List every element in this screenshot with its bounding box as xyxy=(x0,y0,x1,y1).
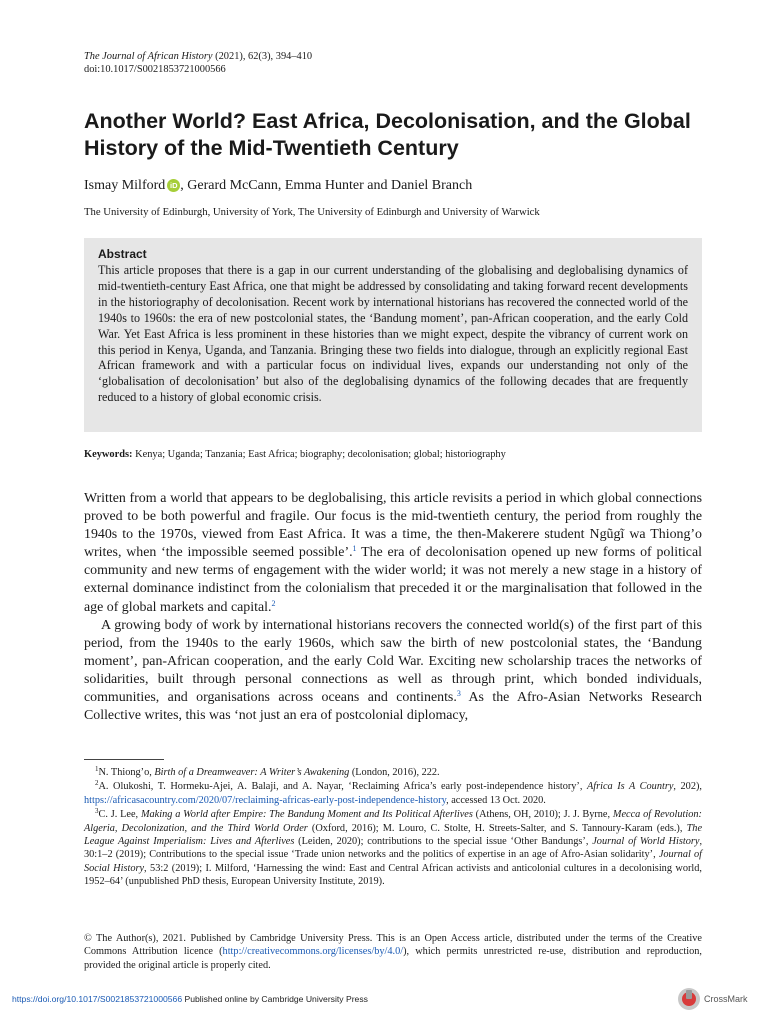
abstract-box xyxy=(84,238,702,432)
footnote-ref-3[interactable]: 3 xyxy=(456,689,461,699)
footnote-3 xyxy=(84,808,702,888)
footnote-number: 1 xyxy=(95,765,99,773)
journal-header xyxy=(84,50,312,76)
affiliation: The University of Edinburgh, University of York, The University of Edinburgh and University of Warwick xyxy=(84,206,540,218)
body-text-run: The era of decolonisation opened up new forms of political community and new terms of engagement with the wider world; it was not merely a new stage in a history of external dominance indistinct from the colonialism that preceded it or the marginalisation that followed in the age of global markets and capital. xyxy=(84,545,702,615)
copyright-text: © The Author(s), 2021. Published by Cambridge University Press. This is an Open Access article, distributed under the terms of the Creative Commons Attribution licence ( xyxy=(84,933,702,958)
abstract-heading: Abstract xyxy=(98,247,147,261)
crossmark-icon[interactable] xyxy=(678,988,700,1010)
footnote-text: , 202), xyxy=(673,781,702,793)
journal-doi: doi:10.1017/S0021853721000566 xyxy=(84,64,226,75)
footnote-title: The League Against Imperialism: Lives and Afterlives xyxy=(84,822,703,848)
co-authors: , Gerard McCann, Emma Hunter and Daniel Branch xyxy=(180,178,473,193)
footnote-text: (Oxford, 2016); M. Louro, C. Stolte, H. Streets-Salter, and S. Tannoury-Karam (eds.), xyxy=(307,822,687,834)
footnote-title: Birth of a Dreamweaver: A Writer’s Awakening xyxy=(154,767,350,778)
footnote-ref-2[interactable]: 2 xyxy=(271,598,276,608)
journal-citation xyxy=(84,50,312,63)
copyright-notice xyxy=(84,932,702,972)
footnote-title: Journal of Social History xyxy=(84,849,702,874)
footnote-2 xyxy=(84,780,702,807)
copyright-text: ), which permits unrestricted re-use, distribution and reproduction, provided the original article is properly cited. xyxy=(84,946,702,971)
footnote-text: , 53:2 (2019); I. Milford, ‘Harnessing the wind: East and Central African activists and anticolonial cultures in a decolonising world, 1952–64’ (unpublished PhD thesis, European University Institute, 2019). xyxy=(84,862,702,888)
keywords-list: Kenya; Uganda; Tanzania; East Africa; biography; decolonisation; global; historiography xyxy=(132,449,506,460)
footnote-1 xyxy=(84,766,702,779)
keywords-label: Keywords: xyxy=(84,449,133,460)
license-link[interactable]: http://creativecommons.org/licenses/by/4.0/ xyxy=(222,946,404,958)
footnote-title: Journal of World History xyxy=(592,836,700,848)
footnote-ref-1[interactable]: 1 xyxy=(352,544,357,554)
footnote-divider xyxy=(84,759,164,760)
author-list xyxy=(84,177,472,195)
author-milford[interactable]: Ismay Milford xyxy=(84,178,166,193)
footnote-title: Mecca of Revolution: Algeria, Decolonization, and the Third World Order xyxy=(84,809,702,834)
footnotes xyxy=(84,766,702,890)
journal-name: The Journal of African History xyxy=(84,51,213,62)
doi-link[interactable]: https://doi.org/10.1017/S0021853721000566 xyxy=(12,994,183,1004)
journal-volume: (2021), 62(3), 394–410 xyxy=(212,51,313,62)
page-footer xyxy=(12,993,368,1005)
published-online: Published online by Cambridge University Press xyxy=(182,994,368,1004)
footnote-number: 2 xyxy=(95,779,99,788)
footnote-text: (Leiden, 2020); contributions to the special issue ‘Other Bandungs’, xyxy=(294,836,593,848)
body-text xyxy=(84,490,702,725)
abstract-text: This article proposes that there is a gap in our current understanding of the globalising and deglobalising dynamics of mid-twentieth-century East Africa, one that might be addressed by consolidating and taking forward recent developments in the historiography of decolonisation. Recent work by international historians has recovered the connected world of the 1940s to 1960s: the era of new postcolonial states, the ‘Bandung moment’, pan-African cooperation, and the early Cold War. Yet East Africa is less prominent in these histories than we might expect, despite the vibrancy of current work on this period in Kenya, Uganda, and Tanzania. Bringing these two fields into dialogue, through an explicitly regional East African framework and with a particular focus on individual lives, expands our understanding not only of the ‘globalisation of decolonisation’ but also of the deglobalising dynamics of the following decades that are frequently reduced to a history of global economic crisis. xyxy=(98,263,688,405)
crossmark-badge[interactable] xyxy=(678,986,748,1012)
body-text-run: A growing body of work by international historians recovers the connected world(s) of the first part of this period, from the 1940s to the early 1960s, which saw the birth of new postcolonial states, the ‘Bandung moment’, pan-African cooperation, and the early Cold War. Exciting new scholarship traces the networks of solidarities, built through personal connections as well as through print, which bonded individuals, communities, and organisations across oceans and continents. xyxy=(84,617,702,706)
body-text-run: As the Afro-Asian Networks Research Collective writes, this was ‘not just an era of postcolonial diplomacy, xyxy=(84,690,702,724)
footnote-text: C. J. Lee, xyxy=(98,809,141,821)
footnote-text: , accessed 13 Oct. 2020. xyxy=(446,794,546,806)
footnote-title: Africa Is A Country xyxy=(586,781,674,793)
footnote-title: Making a World after Empire: The Bandung Moment and Its Political Afterlives xyxy=(140,809,473,821)
footnote-text: A. Olukoshi, T. Hormeku-Ajei, A. Balaji, and A. Nayar, ‘Reclaiming Africa’s early post-independence history’, xyxy=(98,781,587,793)
footnote-text: N. Thiong’o, xyxy=(98,767,155,778)
footnote-link[interactable]: https://africasacountry.com/2020/07/reclaiming-africas-early-post-independence-history xyxy=(84,794,447,806)
body-text-run: Written from a world that appears to be deglobalising, this article revisits a period in which global connections proved to be both powerful and fragile. Our focus is the mid-twentieth century, the period from roughly the 1940s to the 1970s, viewed from East Africa. It was a time, the then-Makerere student Ngũgĩ wa Thiong’o writes, when ‘the impossible seemed possible’. xyxy=(84,491,702,561)
footnote-number: 3 xyxy=(95,807,99,816)
crossmark-label[interactable]: CrossMark xyxy=(704,994,748,1004)
footnote-text: (London, 2016), 222. xyxy=(349,767,440,778)
body-paragraph xyxy=(84,490,702,617)
footnote-text: (Athens, OH, 2010); J. J. Byrne, xyxy=(472,809,613,821)
body-paragraph xyxy=(84,617,702,726)
orcid-icon[interactable]: iD xyxy=(167,179,180,192)
footnote-text: , 30:1–2 (2019); Contributions to the special issue ‘Trade union networks and the politics of expertise in an age of Afro-Asian solidarity’, xyxy=(84,836,703,861)
keywords xyxy=(84,448,506,462)
article-title: Another World? East Africa, Decolonisation, and the Global History of the Mid-Twentieth Century xyxy=(84,109,691,160)
